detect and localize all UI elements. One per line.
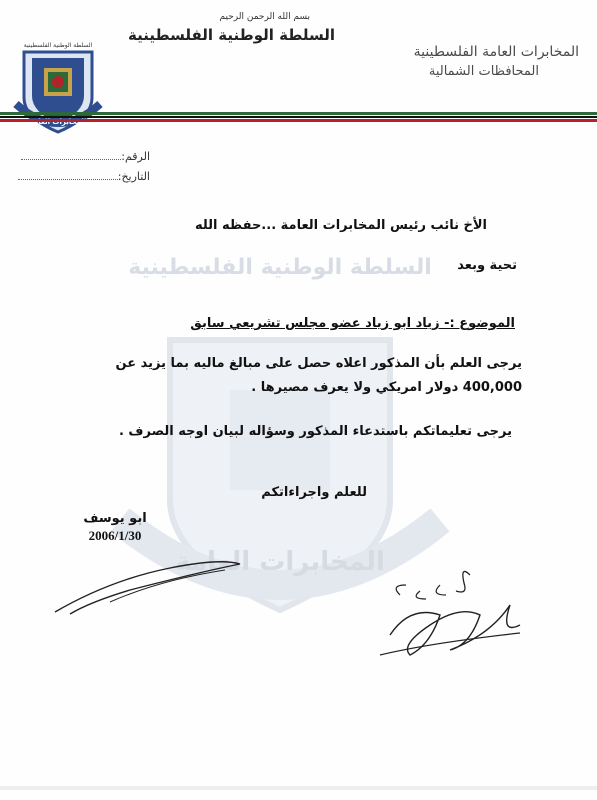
letter-closing: للعلم واجراءاتكم bbox=[261, 485, 367, 500]
signature-left bbox=[50, 550, 250, 620]
header-divider-stripes bbox=[0, 112, 597, 124]
svg-text:السلطة الوطنية الفلسطينية: السلطة الوطنية الفلسطينية bbox=[23, 42, 93, 49]
authority-title: السلطة الوطنية الفلسطينية bbox=[128, 26, 335, 44]
letter-body-line-1: يرجى العلم بأن المذكور اعلاه حصل على مبالغ ماليه بما يزيد عن bbox=[115, 356, 522, 371]
letter-sender: ابو يوسف bbox=[83, 511, 147, 526]
reference-date-field bbox=[0, 170, 150, 183]
signature-right bbox=[370, 555, 530, 665]
letter-addressee: الأخ نائب رئيس المخابرات العامة ...حفظه الله bbox=[194, 218, 487, 233]
reference-date-dots bbox=[18, 171, 118, 180]
reference-date-label: التاريخ: bbox=[117, 170, 150, 183]
watermark-bottom-text: المخابرات العامة bbox=[175, 547, 385, 577]
letter-date: 2006/1/30 bbox=[88, 528, 142, 543]
watermark-authority-text: السلطة الوطنية الفلسطينية bbox=[128, 255, 432, 280]
letter-body-line-2: 400,000 دولار امريكي ولا يعرف مصيرها . bbox=[251, 380, 522, 395]
letter-body-line-3: يرجى تعليماتكم باستدعاء المذكور وسؤاله لبيان اوجه الصرف . bbox=[118, 424, 512, 439]
department-name: المخابرات العامة الفلسطينية bbox=[413, 44, 579, 60]
bottom-scan-edge bbox=[0, 786, 597, 790]
department-region: المحافظات الشمالية bbox=[428, 64, 539, 79]
letter-subject: الموضوع :- زياد ابو زياد عضو مجلس تشريعي سابق bbox=[190, 316, 515, 331]
reference-number-dots bbox=[21, 151, 121, 160]
reference-number-field bbox=[0, 150, 150, 163]
letter-greeting: تحية وبعد bbox=[457, 258, 517, 273]
reference-number-label: الرقم: bbox=[121, 150, 150, 163]
basmala: بسم الله الرحمن الرحيم bbox=[219, 12, 310, 22]
